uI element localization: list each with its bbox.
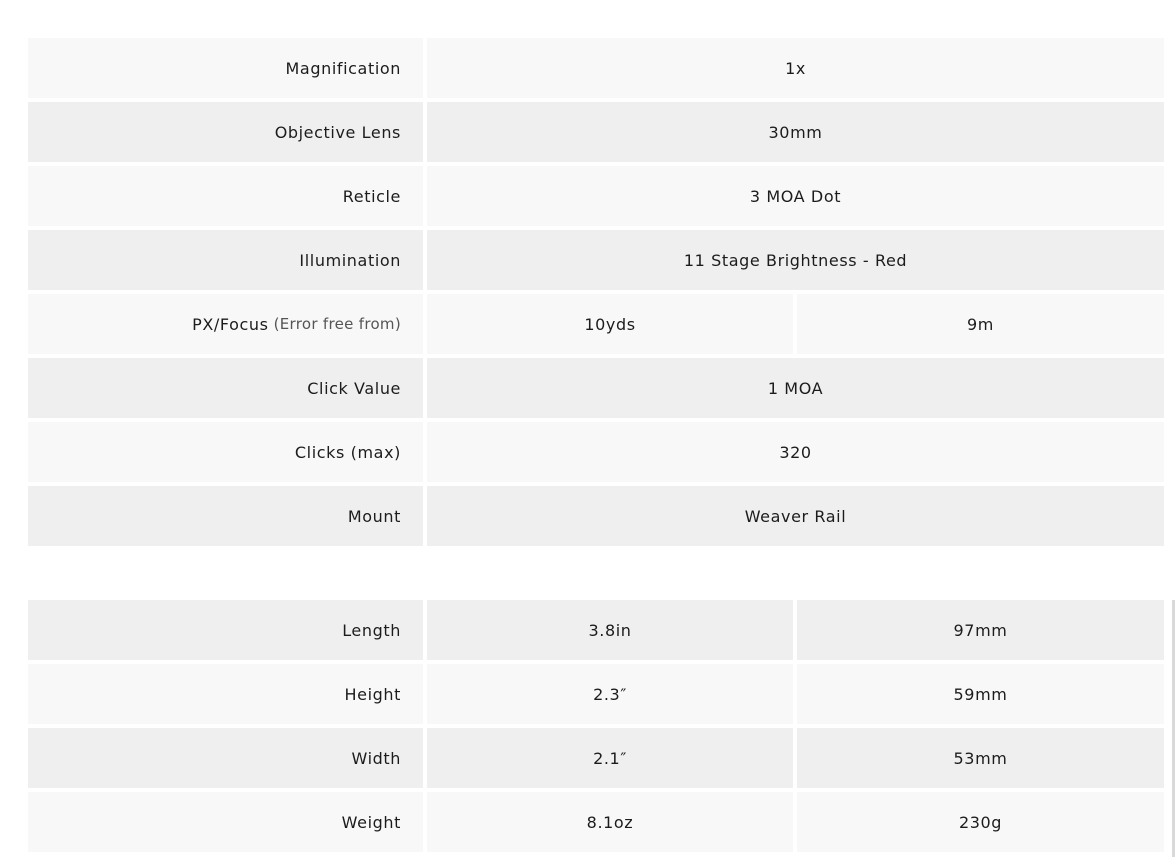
spec-label: Height — [28, 664, 423, 724]
spec-value: 1x — [427, 38, 1164, 98]
spec-label: Clicks (max) — [28, 422, 423, 482]
spec-label-text: PX/Focus — [192, 314, 269, 334]
spec-row-weight — [28, 792, 1164, 856]
spec-row-width — [28, 728, 1164, 792]
spec-label: Weight — [28, 792, 423, 852]
spec-row-objective-lens — [28, 102, 1164, 166]
spec-value-imperial: 2.3″ — [427, 664, 793, 724]
spec-label: Reticle — [28, 166, 423, 226]
spec-label: Click Value — [28, 358, 423, 418]
spec-value-imperial: 10yds — [427, 294, 793, 354]
spec-label: Length — [28, 600, 423, 660]
spec-value: 320 — [427, 422, 1164, 482]
spec-value-metric: 97mm — [797, 600, 1164, 660]
spec-row-mount — [28, 486, 1164, 550]
spec-label: Objective Lens — [28, 102, 423, 162]
spec-value: 30mm — [427, 102, 1164, 162]
spec-value: 11 Stage Brightness - Red — [427, 230, 1164, 290]
spec-label: Illumination — [28, 230, 423, 290]
spec-label: Magnification — [28, 38, 423, 98]
spec-label: Width — [28, 728, 423, 788]
spec-label: Mount — [28, 486, 423, 546]
spec-row-height — [28, 664, 1164, 728]
spec-label — [28, 294, 423, 354]
spec-value: 3 MOA Dot — [427, 166, 1164, 226]
spec-label-note: (Error free from) — [273, 315, 401, 333]
spec-row-click-value — [28, 358, 1164, 422]
spec-value-metric: 9m — [797, 294, 1164, 354]
dimensions-spec-table — [28, 600, 1164, 856]
spec-value-metric: 230g — [797, 792, 1164, 852]
spec-value-imperial: 3.8in — [427, 600, 793, 660]
optics-spec-table — [28, 38, 1164, 550]
spec-value-metric: 59mm — [797, 664, 1164, 724]
spec-row-clicks-max — [28, 422, 1164, 486]
spec-value-imperial: 8.1oz — [427, 792, 793, 852]
spec-value-metric: 53mm — [797, 728, 1164, 788]
spec-value: Weaver Rail — [427, 486, 1164, 546]
spec-value: 1 MOA — [427, 358, 1164, 418]
spec-row-magnification — [28, 38, 1164, 102]
spec-row-reticle — [28, 166, 1164, 230]
spec-row-illumination — [28, 230, 1164, 294]
spec-row-px-focus — [28, 294, 1164, 358]
spec-value-imperial: 2.1″ — [427, 728, 793, 788]
spec-row-length — [28, 600, 1164, 664]
